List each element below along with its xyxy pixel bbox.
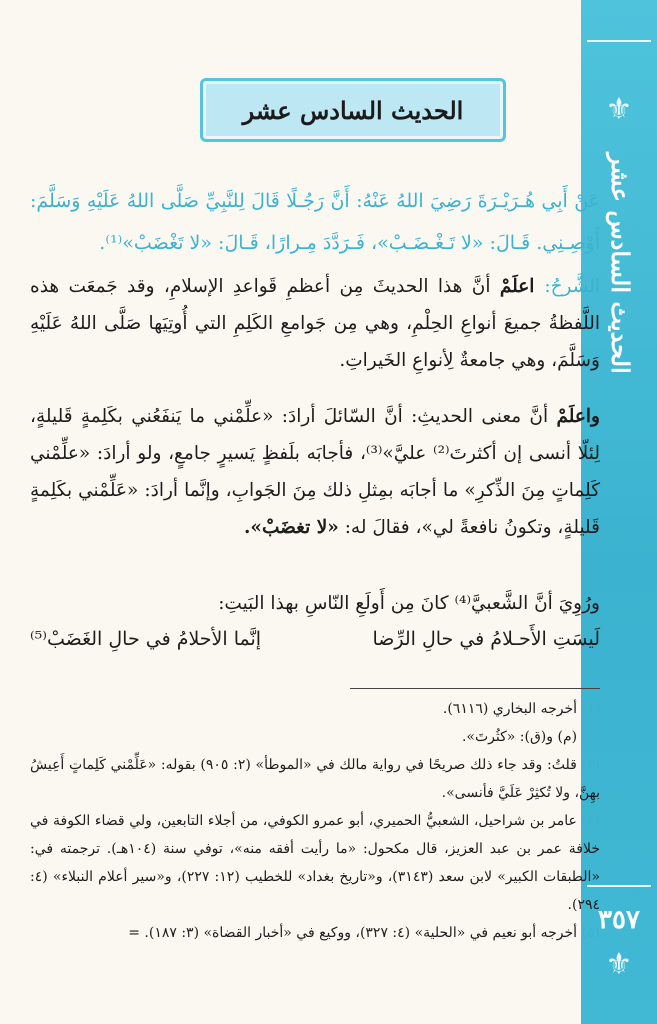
keyword: واعلَمْ: [556, 406, 600, 427]
footnote-text: أخرجه البخاري (٦١١٦).: [442, 701, 582, 717]
footnote: [30, 751, 600, 807]
page-number: ٣٥٧: [598, 905, 640, 935]
footnote: [30, 807, 600, 919]
verse-second-hemistich: إنَّما الأحلامُ في حالِ الغَضَبْ⁽⁵⁾: [30, 628, 262, 650]
footnote: [30, 695, 600, 723]
footnote: [30, 723, 600, 751]
verse-first-hemistich: لَيسَتِ الأَحـلامُ في حالِ الرِّضا: [372, 628, 600, 650]
footnote-number: (٥): [581, 925, 600, 941]
footnote-text: (م) و(ق): «كثُرتَ».: [461, 729, 582, 745]
footnote-separator: [350, 688, 600, 689]
hadith-text: عَنْ أَبِي هُـرَيْـرَةَ رَضِيَ اللهُ عَنْهُ: أَنَّ رَجُـلًا قَالَ لِلنَّبِيِّ صَلَّى اللهُ عَلَيْهِ وَسَلَّمَ: أَوْصِـنِي. قَـالَ: «لا تَـغْـضَـبْ»، فَـرَدَّدَ مِـرارًا، قَـالَ: «لا تَغْضَبْ»⁽¹⁾.: [30, 190, 600, 254]
chapter-title-box: [200, 78, 506, 142]
commentary-paragraph: [30, 268, 600, 379]
footnotes: [30, 695, 600, 947]
meaning-paragraph: [30, 398, 600, 546]
fleur-ornament-icon: ⚜: [605, 947, 633, 982]
poetry-verse: [30, 628, 600, 668]
footnote-text: أخرجه أبو نعيم في «الحلية» (٤: ٣٢٧)، ووكيع في «أخبار القضاة» (٣: ١٨٧). =: [128, 925, 582, 941]
footnote-number: (٣): [581, 757, 600, 773]
footnote: [30, 919, 600, 947]
shaabi-paragraph: ورُوِيَ أنَّ الشَّعبيَّ⁽⁴⁾ كانَ مِن أَولَعِ النّاسِ بهذا البَيتِ:: [218, 593, 600, 614]
page-content: [30, 0, 600, 1024]
footnote-number: (٢): [581, 729, 600, 745]
sharh-label: الشَّرحُ:: [544, 276, 601, 297]
footnote-number: (١): [581, 701, 600, 717]
paragraph-text: أنَّ هذا الحديثَ مِن أعظمِ قَواعدِ الإسلامِ، وقد جَمعَت هذه اللَّفظةُ جميعَ أنواعِ الحِلْمِ، وهي مِن جَوامعِ الكَلِمِ التي أُوتِيَها صَلَّى اللهُ عَلَيْهِ وَسَلَّمَ، وهي جامعةٌ لِأنواعِ الخَيراتِ.: [30, 276, 600, 371]
keyword: اعلَمْ: [499, 276, 545, 297]
paragraph-text: أنَّ معنى الحديثِ: أنَّ السّائلَ أرادَ: «علِّمْني ما يَنفَعُني بكَلِمةٍ قَليلةٍ، لِئلّا أنسى إن أكثرتَ⁽²⁾ عليَّ»⁽³⁾، فأجابَه بلَفظٍ يَسيرٍ جامعٍ، ولو أرادَ: «علِّمْني كَلِماتٍ مِنَ الذِّكرِ» ما أجابَه بمِثلِ ذلك مِنَ الجَوابِ، وإنَّما أرادَ: «عَلِّمْني بكَلِمةٍ قَليلةٍ، وتكونُ نافعةً لي»، فقالَ له:: [30, 406, 600, 538]
sidebar-chapter-title: الحديث السادس عشر: [606, 152, 635, 374]
footnote-text: قلتُ: وقد جاء ذلك صريحًا في رواية مالك في «الموطأ» (٢: ٩٠٥) بقوله: «عَلِّمْني كَلِماتٍ أَعِيشُ بهِنَّ، ولا تُكثِرْ عَلَيَّ فأنسى».: [30, 757, 600, 801]
footnote-number: (٤): [581, 813, 600, 829]
page-title: الحديث السادس عشر: [242, 95, 464, 125]
footnote-text: عامر بن شراحيل، الشعبيُّ الحميري، أبو عمرو الكوفي، من أجلاء التابعين، ولي قضاء الكوفة في خلافة عمر بن عبد العزيز، قال مكحول: «ما رأيت أفقه منه»، توفي سنة (١٠٤هـ). ترجمته في: «الطبقات الكبير» لابن سعد (٣١٤٣)، و«تاريخ بغداد» للخطيب (١٢: ٢٢٧)، و«سير أعلام النبلاء» (٤: ٢٩٤).: [30, 813, 601, 913]
fleur-ornament-icon: ⚜: [605, 92, 633, 127]
quote-text: «لا تغضَبْ».: [243, 517, 339, 538]
